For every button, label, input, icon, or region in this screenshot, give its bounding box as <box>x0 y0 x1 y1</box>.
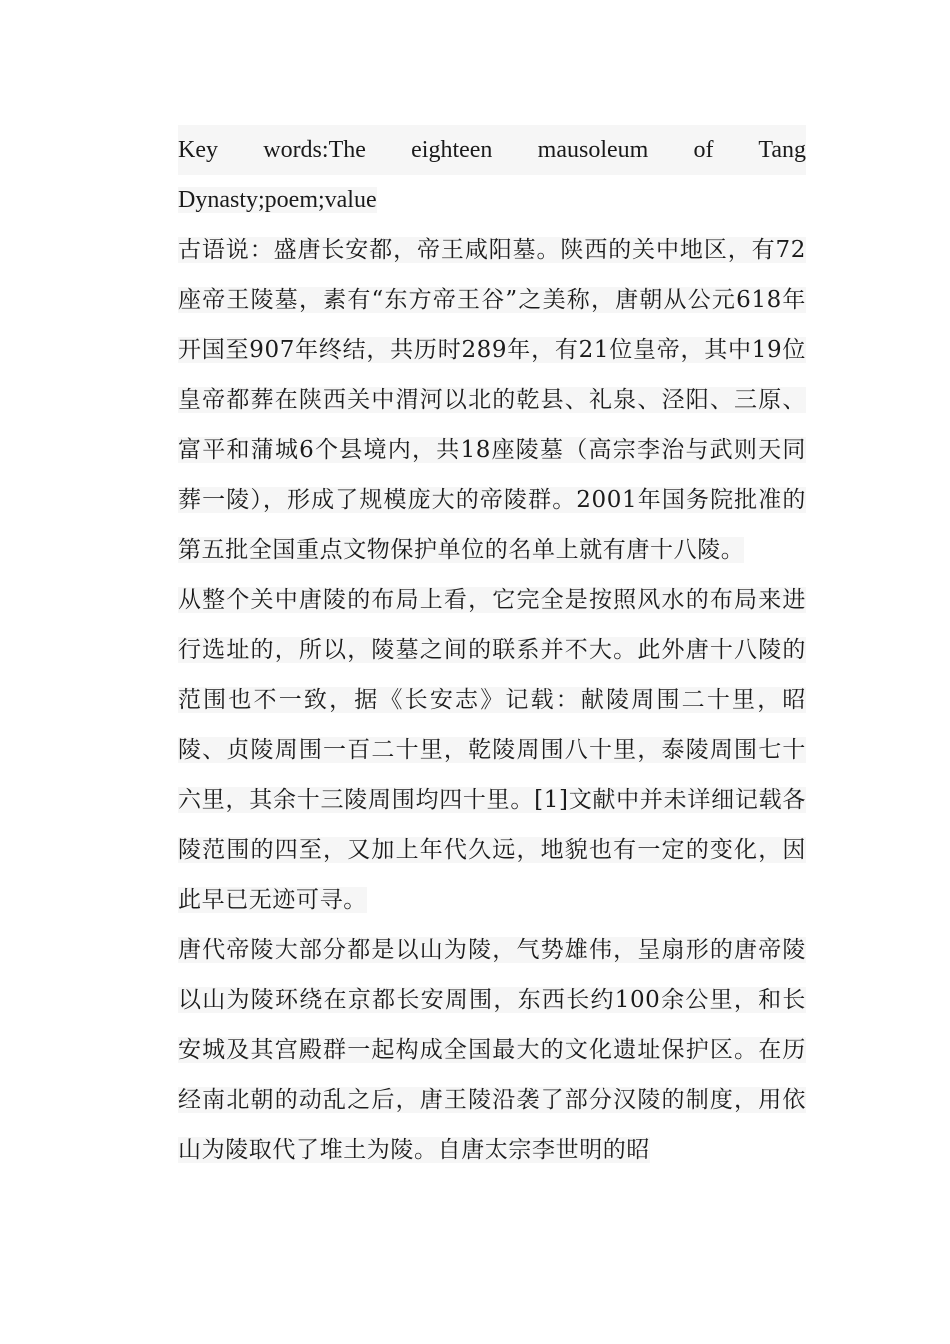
keywords-line-1: Key words:The eighteen mausoleum of Tang <box>178 125 806 175</box>
keywords <box>178 125 806 225</box>
paragraph-2 <box>178 575 806 925</box>
paragraph-2-text: 从整个关中唐陵的布局上看，它完全是按照风水的布局来进行选址的，所以，陵墓之间的联系并不大。此外唐十八陵的范围也不一致，据《长安志》记载：献陵周围二十里，昭陵、贞陵周围一百二十里，乾陵周围八十里，泰陵周围七十六里，其余十三陵周围均四十里。[1]文献中并未详细记载各陵范围的四至，又加上年代久远，地貌也有一定的变化，因此早已无迹可寻。 <box>178 587 806 913</box>
paragraph-3-text: 唐代帝陵大部分都是以山为陵，气势雄伟，呈扇形的唐帝陵以山为陵环绕在京都长安周围，东西长约100余公里，和长安城及其宫殿群一起构成全国最大的文化遗址保护区。在历经南北朝的动乱之后，唐王陵沿袭了部分汉陵的制度，用依山为陵取代了堆土为陵。自唐太宗李世明的昭 <box>178 937 806 1163</box>
keywords-line-2: Dynasty;poem;value <box>178 187 377 213</box>
paragraph-1-text: 古语说：盛唐长安都，帝王咸阳墓。陕西的关中地区，有72座帝王陵墓，素有“东方帝王谷”之美称，唐朝从公元618年开国至907年终结，共历时289年，有21位皇帝，其中19位皇帝都葬在陕西关中渭河以北的乾县、礼泉、泾阳、三原、富平和蒲城6个县境内，共18座陵墓（高宗李治与武则天同葬一陵），形成了规模庞大的帝陵群。2001年国务院批准的第五批全国重点文物保护单位的名单上就有唐十八陵。 <box>178 237 806 563</box>
paragraph-3 <box>178 925 806 1175</box>
paragraph-1 <box>178 225 806 575</box>
document-body <box>178 125 806 1175</box>
